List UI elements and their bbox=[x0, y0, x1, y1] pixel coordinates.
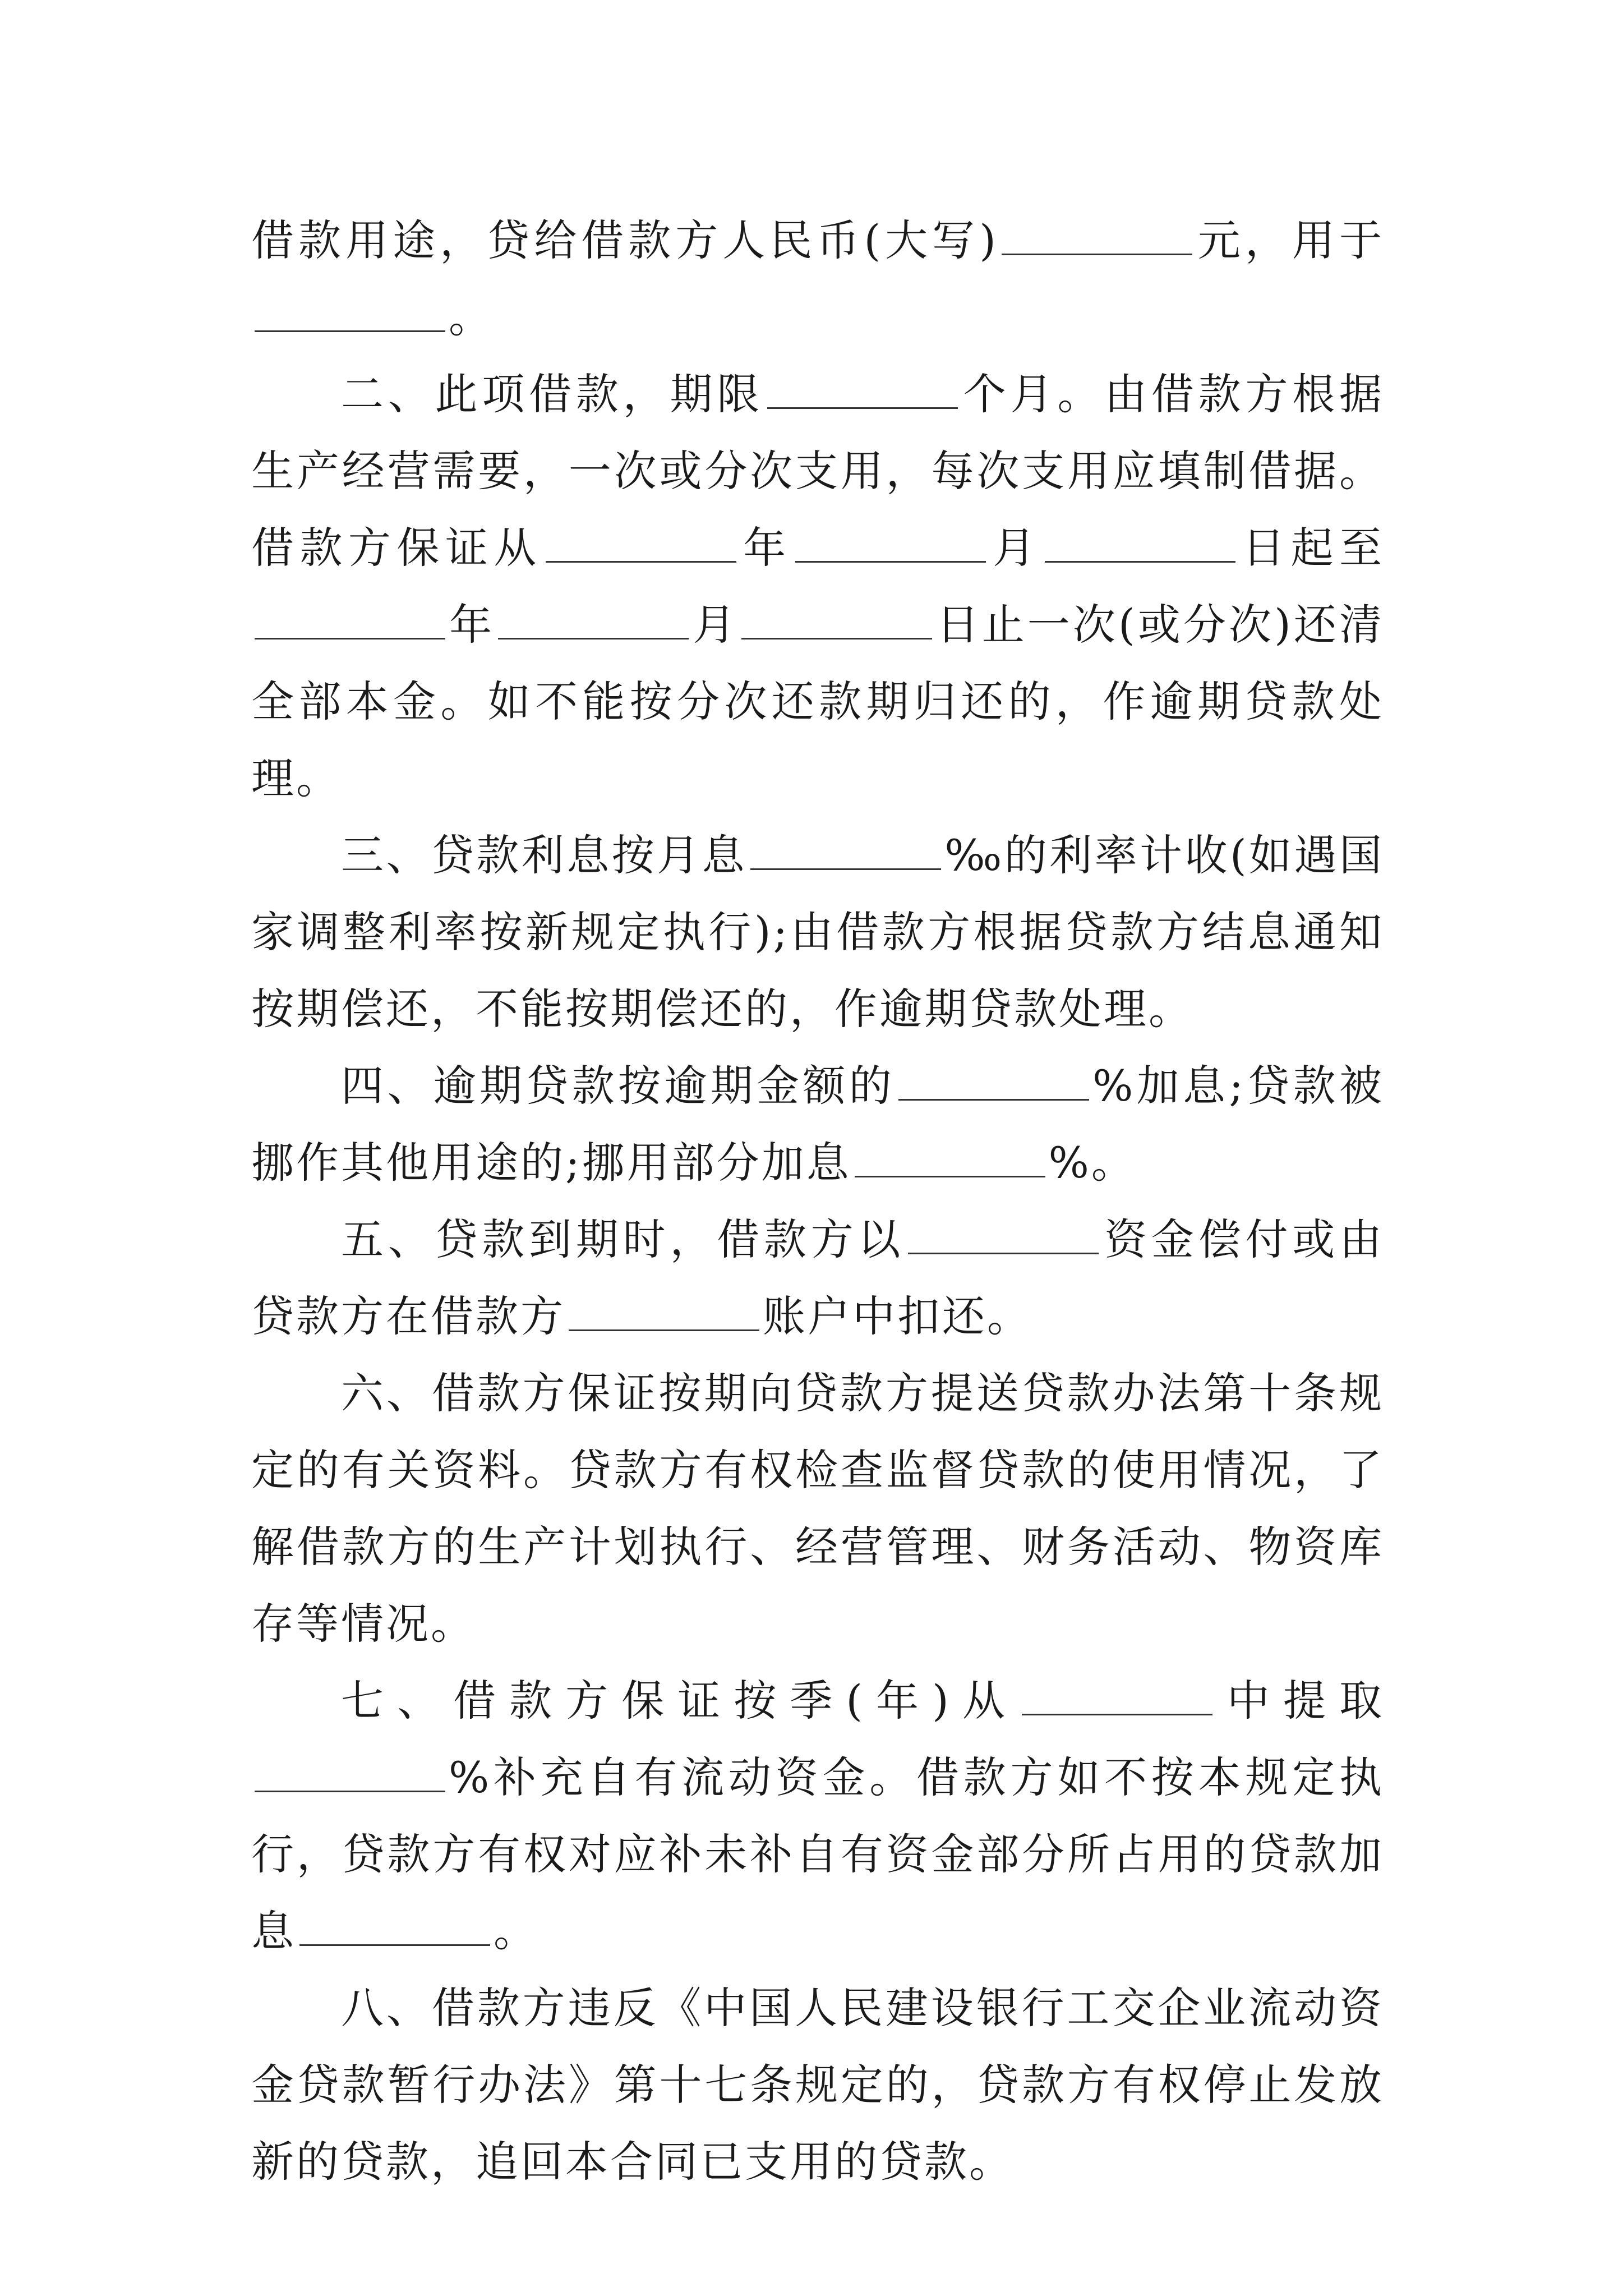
clause-text: 日起至 bbox=[1238, 523, 1385, 573]
clause-text: 年 bbox=[449, 600, 495, 650]
fill-in-blank[interactable] bbox=[299, 1911, 490, 1946]
clause-paragraph bbox=[251, 1970, 1384, 2200]
clause-text: %。 bbox=[1048, 1138, 1136, 1188]
clause-text: 资金偿付或由贷款方在借款方 bbox=[251, 1214, 1385, 1341]
clause-text: %加息;贷款被挪作其他用途的;挪用部分加息 bbox=[251, 1061, 1385, 1188]
clause-text: 。 bbox=[494, 1906, 538, 1956]
fill-in-blank[interactable] bbox=[498, 604, 689, 639]
fill-in-blank[interactable] bbox=[741, 604, 932, 639]
fill-in-blank[interactable] bbox=[255, 297, 445, 332]
clause-text: 个月。由借款方根据生产经营需要，一次或分次支用，每次支用应填制借据。借款方保证从 bbox=[251, 369, 1384, 573]
fill-in-blank[interactable] bbox=[569, 1296, 759, 1331]
clause-paragraph bbox=[251, 356, 1384, 817]
clause-text: 四、逾期贷款按逾期金额的 bbox=[341, 1061, 896, 1111]
clause-text: 二、此项借款，期限 bbox=[341, 369, 764, 419]
fill-in-blank[interactable] bbox=[855, 1142, 1045, 1177]
fill-in-blank[interactable] bbox=[1045, 527, 1235, 563]
fill-in-blank[interactable] bbox=[898, 1065, 1089, 1101]
clause-text: 日止一次(或分次)还清全部本金。如不能按分次还款期归还的，作逾期贷款处理。 bbox=[251, 600, 1385, 803]
clause-text: 。 bbox=[449, 292, 494, 342]
fill-in-blank[interactable] bbox=[546, 527, 736, 563]
clause-text: ‰的利率计收(如遇国家调整利率按新规定执行);由借款方根据贷款方结息通知按期偿还，不能按期偿还的，作逾期贷款处理。 bbox=[251, 830, 1384, 1034]
fill-in-blank[interactable] bbox=[1022, 1680, 1212, 1715]
clause-paragraph bbox=[251, 1355, 1384, 1662]
clause-paragraph bbox=[251, 1047, 1384, 1201]
clause-paragraph bbox=[251, 817, 1384, 1047]
clause-text: 三、贷款利息按月息 bbox=[341, 830, 747, 880]
fill-in-blank[interactable] bbox=[767, 374, 958, 409]
clause-text: 八、借款方违反《中国人民建设银行工交企业流动资金贷款暂行办法》第十七条规定的，贷款方有权停止发放新的贷款，追回本合同已支用的贷款。 bbox=[251, 1983, 1384, 2187]
clause-text: 月 bbox=[692, 600, 739, 650]
fill-in-blank[interactable] bbox=[795, 527, 986, 563]
fill-in-blank[interactable] bbox=[255, 1757, 445, 1792]
clause-text: 五、贷款到期时，借款方以 bbox=[341, 1214, 905, 1264]
clause-paragraph bbox=[251, 1662, 1384, 1970]
clause-text: 元，用于 bbox=[1195, 215, 1384, 265]
clause-text: %补充自有流动资金。借款方如不按本规定执行，贷款方有权对应补未补自有资金部分所占用的贷款加息 bbox=[251, 1752, 1384, 1956]
clause-text: 借款用途，贷给借款方人民币(大写) bbox=[251, 215, 998, 265]
clause-text: 中提取 bbox=[1215, 1676, 1384, 1726]
fill-in-blank[interactable] bbox=[750, 835, 941, 870]
fill-in-blank[interactable] bbox=[1002, 220, 1192, 255]
clause-text: 月 bbox=[989, 523, 1041, 573]
fill-in-blank[interactable] bbox=[255, 604, 445, 639]
contract-body bbox=[251, 202, 1384, 2200]
clause-text: 六、借款方保证按期向贷款方提送贷款办法第十条规定的有关资料。贷款方有权检查监督贷款的使用情况，了解借款方的生产计划执行、经营管理、财务活动、物资库存等情况。 bbox=[251, 1368, 1384, 1649]
fill-in-blank[interactable] bbox=[908, 1219, 1099, 1254]
clause-text: 账户中扣还。 bbox=[763, 1291, 1032, 1341]
clause-paragraph bbox=[251, 1201, 1384, 1355]
clause-paragraph bbox=[251, 202, 1384, 356]
clause-text: 七、借款方保证按季(年)从 bbox=[341, 1676, 1018, 1726]
clause-text: 年 bbox=[739, 523, 792, 573]
